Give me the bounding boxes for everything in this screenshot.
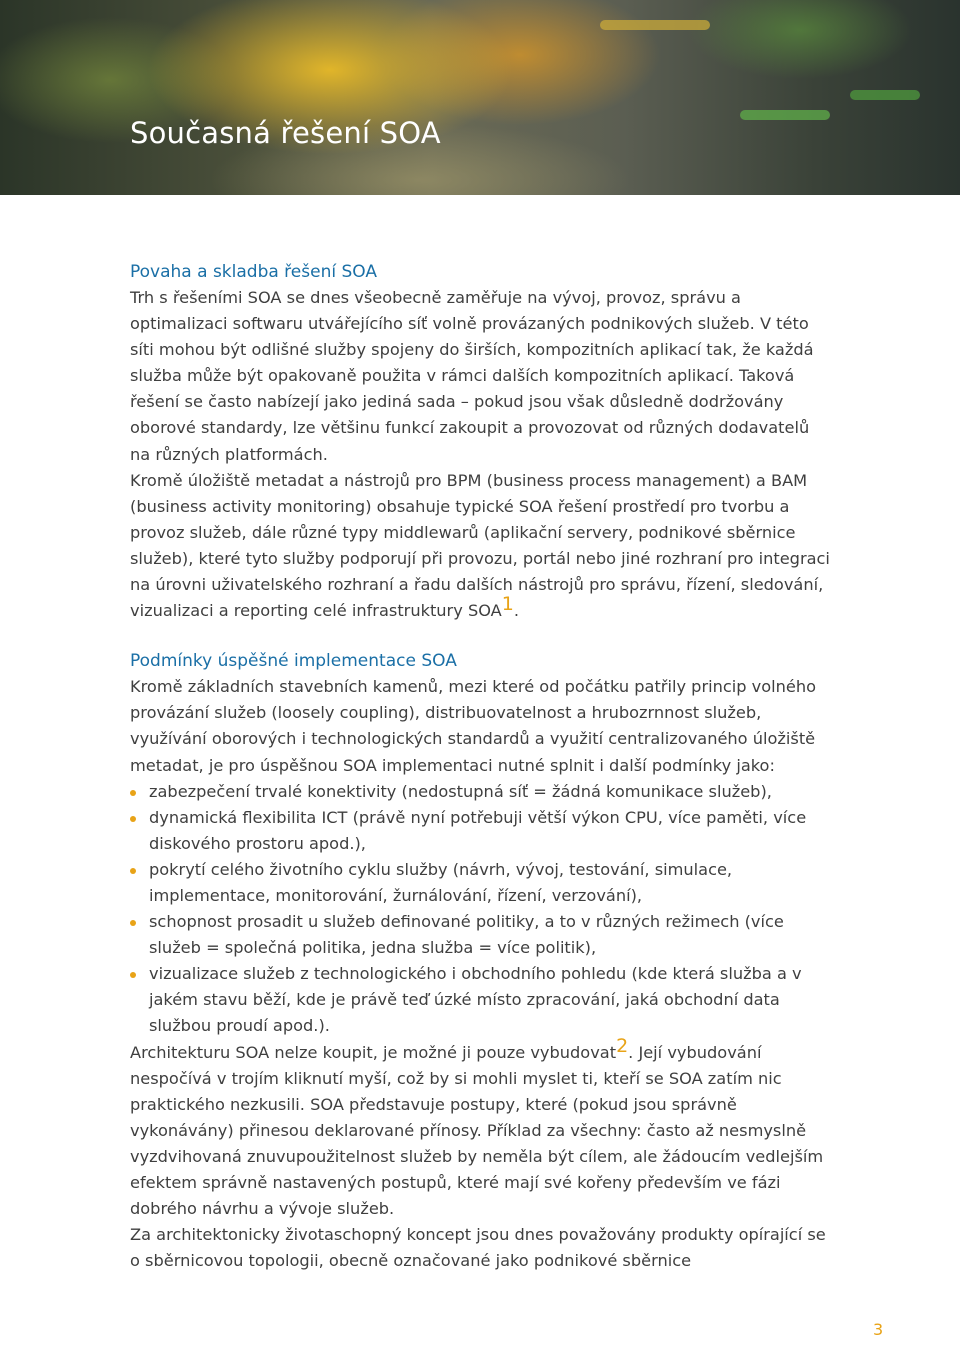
paragraph: Kromě základních stavebních kamenů, mezi které od počátku patřily princip volného provázání služeb (loosely coupling), distribuovatelnost a hrubozrnnost služeb, využívání oborových i technologických standardů a využití centralizovaného úložiště metadat, je pro úspěšnou SOA implementaci nutné splnit i další podmínky jako: [130, 677, 817, 775]
bullet-icon [130, 972, 136, 978]
list-item-text: dynamická flexibilita ICT (právě nyní potřebuji větší výkon CPU, více paměti, více diskového prostoru apod.), [149, 807, 807, 853]
page-number: 3 [873, 1320, 884, 1339]
section-heading: Povaha a skladba řešení SOA [130, 262, 377, 282]
main-content [130, 259, 830, 1274]
decorative-light-bar [740, 110, 830, 120]
header-banner [0, 0, 960, 195]
list-item [130, 805, 830, 857]
paragraph-text: . Její vybudování nespočívá v trojím kliknutí myší, což by si mohli myslet ti, kteří se SOA zatím nic praktického nezkusili. SOA představuje postupy, které (pokud jsou správně vykonávány) přinesou deklarované přínosy. Příklad za všechny: často až nesmyslně vyzdvihovaná znuvupoužitelnost služeb by neměla být cílem, ale žádoucím vedlejším efektem správně nastavených postupů, které mají své kořeny především ve fázi dobrého návrhu a vývoje služeb. [130, 1042, 824, 1219]
paragraph: Za architektonicky životaschopný koncept jsou dnes považovány produkty opírající se o sběrnicovou topologii, obecně označované jako podnikové sběrnice [130, 1225, 826, 1271]
list-item-text: vizualizace služeb z technologického i obchodního pohledu (kde která služba a v jakém stavu běží, kde je právě teď úzké místo zpracování, jaká obchodní data službou proudí apod.). [149, 964, 802, 1036]
paragraph-text: Kromě úložiště metadat a nástrojů pro BPM (business process management) a BAM (business activity monitoring) obsahuje typické SOA řešení prostředí pro tvorbu a provoz služeb, dále různé typy middlewarů (aplikační servery, podnikové sběrnice služeb), které tyto služby podporují při provozu, portál nebo jiné rozhraní pro integraci na úrovni uživatelského rozhraní a řadu dalších nástrojů pro správu, řízení, sledování, vizualizaci a reporting celé infrastruktury SOA [130, 470, 830, 621]
list-item [130, 779, 830, 805]
decorative-light-bar [600, 20, 710, 30]
bullet-icon [130, 790, 136, 796]
list-item [130, 909, 830, 961]
decorative-light-bar [850, 90, 920, 100]
paragraph-text: . [513, 601, 519, 621]
bullet-icon [130, 868, 136, 874]
footnote-marker[interactable]: 1 [501, 593, 514, 616]
paragraph [130, 468, 830, 625]
page-title: Současná řešení SOA [130, 116, 441, 150]
list-item [130, 857, 830, 909]
paragraph: Trh s řešeními SOA se dnes všeobecně zaměřuje na vývoj, provoz, správu a optimalizaci softwaru utvářejícího síť volně provázaných podnikových služeb. V této síti mohou být odlišné služby spojeny do širších, kompozitních aplikací tak, že každá služba může být opakovaně použita v rámci dalších kompozitních aplikací. Taková řešení se často nabízejí jako jediná sada – pokud jsou však důsledně dodržovány oborové standardy, lze většinu funkcí zakoupit a provozovat od různých dodavatelů na různých platformách. [130, 288, 814, 464]
list-item-text: pokrytí celého životního cyklu služby (návrh, vývoj, testování, simulace, implementace, monitorování, žurnálování, řízení, verzování), [149, 859, 733, 905]
paragraph [130, 1034, 830, 1223]
conditions-list [130, 779, 830, 1040]
section-heading: Podmínky úspěšné implementace SOA [130, 651, 457, 672]
bullet-icon [130, 920, 136, 926]
list-item-text: schopnost prosadit u služeb definované politiky, a to v různých režimech (více služeb = společná politika, jedna služba = více politik), [149, 912, 784, 958]
footnote-marker[interactable]: 2 [616, 1034, 629, 1057]
paragraph-text: Architekturu SOA nelze koupit, je možné ji pouze vybudovat [130, 1042, 617, 1062]
list-item-text: zabezpečení trvalé konektivity (nedostupná síť = žádná komunikace služeb), [149, 781, 772, 801]
list-item [130, 961, 830, 1039]
bullet-icon [130, 816, 136, 822]
